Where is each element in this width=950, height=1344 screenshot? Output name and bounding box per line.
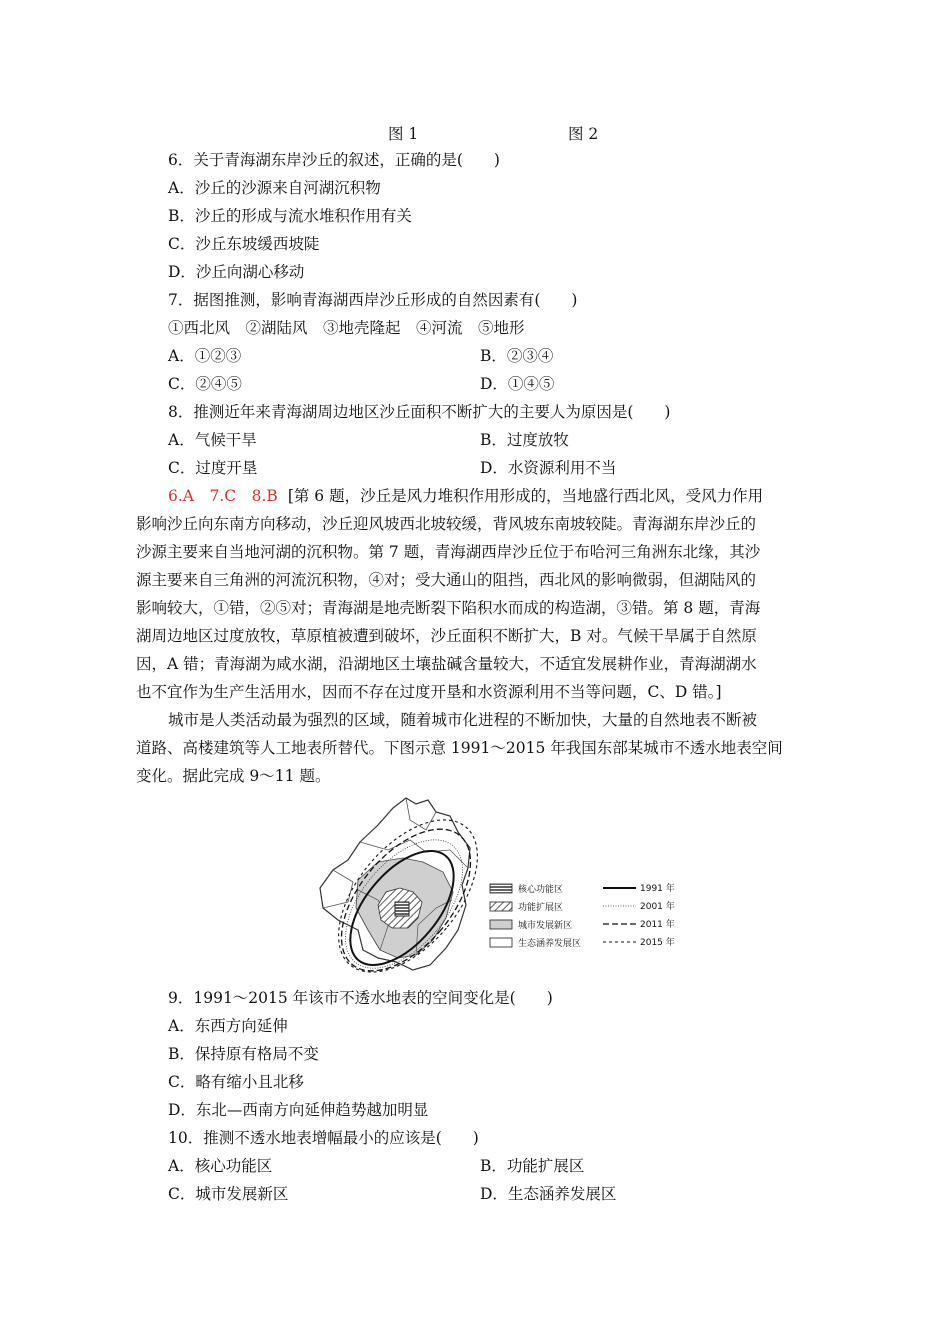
- answer-explanation-line-6: 湖周边地区过度放牧，草原植被遭到破坏，沙丘面积不断扩大，B 对。气候干旱属于自然原: [136, 627, 757, 645]
- figure-labels: [388, 122, 598, 144]
- q10-option-a: A．核心功能区: [168, 1157, 273, 1175]
- legend-development-swatch: [490, 920, 512, 929]
- answer-explanation-line-3: 沙源主要来自当地河湖的沉积物。第 7 题，青海湖西岸沙丘位于布哈河三角洲东北缘，其沙: [136, 543, 761, 561]
- answer-first-line: [168, 486, 763, 506]
- answer-explanation-line-8: 也不宜作为生产生活用水，因而不存在过度开垦和水资源利用不当等问题，C、D 错。]: [136, 683, 722, 701]
- q7-option-d: D．①④⑤: [480, 375, 555, 393]
- q6-option-c: C．沙丘东坡缓西坡陡: [168, 235, 320, 253]
- legend-core-label: 核心功能区: [518, 885, 564, 895]
- legend-2015-label: 2015 年: [640, 938, 675, 948]
- q7-option-c: C．②④⑤: [168, 375, 242, 393]
- q9-option-a: A．东西方向延伸: [168, 1017, 288, 1035]
- answer-explanation-line-7: 因，A 错；青海湖为咸水湖，沿湖地区土壤盐碱含量较大，不适宜发展耕作业，青海湖湖水: [136, 655, 757, 673]
- legend-2011-label: 2011 年: [640, 920, 675, 930]
- q6-option-b: B．沙丘的形成与流水堆积作用有关: [168, 207, 412, 225]
- passage-line-1: 城市是人类活动最为强烈的区域，随着城市化进程的不断加快，大量的自然地表不断被: [168, 711, 758, 729]
- q9-option-d: D．东北—西南方向延伸趋势越加明显: [168, 1101, 429, 1119]
- city-impervious-surface-map: [318, 790, 678, 980]
- legend-expansion-swatch: [490, 902, 512, 911]
- q8-option-c: C．过度开垦: [168, 459, 258, 477]
- legend-expansion-label: 功能扩展区: [518, 903, 564, 913]
- answer-explanation-line-2: 影响沙丘向东南方向移动，沙丘迎风坡西北坡较缓，背风坡东南坡较陡。青海湖东岸沙丘的: [136, 515, 757, 533]
- passage-line-3: 变化。据此完成 9～11 题。: [136, 767, 331, 785]
- answer-explanation-line-5: 影响较大，①错，②⑤对；青海湖是地壳断裂下陷积水而成的构造湖，③错。第 8 题，青海: [136, 599, 761, 617]
- q8-option-a: A．气候干旱: [168, 431, 257, 449]
- answer-explanation-line-1: [第 6 题，沙丘是风力堆积作用形成的，当地盛行西北风，受风力作用: [287, 487, 764, 505]
- q8-stem: 8．推测近年来青海湖周边地区沙丘面积不断扩大的主要人为原因是( ): [168, 403, 671, 421]
- q10-stem: 10．推测不透水地表增幅最小的应该是( ): [168, 1129, 479, 1147]
- legend-development-label: 城市发展新区: [518, 921, 573, 931]
- legend-ecological-swatch: [490, 938, 512, 947]
- q7-option-a: A．①②③: [168, 347, 242, 365]
- legend-core-swatch: [490, 884, 512, 893]
- q10-option-b: B．功能扩展区: [480, 1157, 585, 1175]
- q6-option-d: D．沙丘向湖心移动: [168, 263, 305, 281]
- answer-explanation-line-4: 源主要来自三角洲的河流沉积物，④对；受大通山的阻挡，西北风的影响微弱，但湖陆风的: [136, 571, 757, 589]
- legend-2001-label: 2001 年: [640, 902, 675, 912]
- q8-option-b: B．过度放牧: [480, 431, 569, 449]
- q10-option-c: C．城市发展新区: [168, 1185, 289, 1203]
- q8-option-d: D．水资源利用不当: [480, 459, 617, 477]
- figure-2-label: 图 2: [568, 125, 599, 143]
- passage-line-2: 道路、高楼建筑等人工地表所替代。下图示意 1991～2015 年我国东部某城市不透水地表空间: [136, 739, 783, 757]
- figure-1-label: 图 1: [388, 125, 419, 143]
- core-zone-region: [395, 902, 409, 916]
- legend-ecological-label: 生态涵养发展区: [518, 939, 582, 949]
- legend-1991-label: 1991 年: [640, 884, 675, 894]
- q7-items: ①西北风 ②湖陆风 ③地壳隆起 ④河流 ⑤地形: [168, 319, 525, 337]
- answer-key: 6.A 7.C 8.B: [168, 487, 278, 505]
- q9-option-c: C．略有缩小且北移: [168, 1073, 304, 1091]
- q7-stem: 7．据图推测，影响青海湖西岸沙丘形成的自然因素有( ): [168, 291, 578, 309]
- q7-option-b: B．②③④: [480, 347, 554, 365]
- q6-option-a: A．沙丘的沙源来自河湖沉积物: [168, 179, 381, 197]
- q10-option-d: D．生态涵养发展区: [480, 1185, 617, 1203]
- q9-stem: 9．1991～2015 年该市不透水地表的空间变化是( ): [168, 989, 553, 1007]
- q6-stem: 6．关于青海湖东岸沙丘的叙述，正确的是( ): [168, 151, 500, 169]
- q9-option-b: B．保持原有格局不变: [168, 1045, 319, 1063]
